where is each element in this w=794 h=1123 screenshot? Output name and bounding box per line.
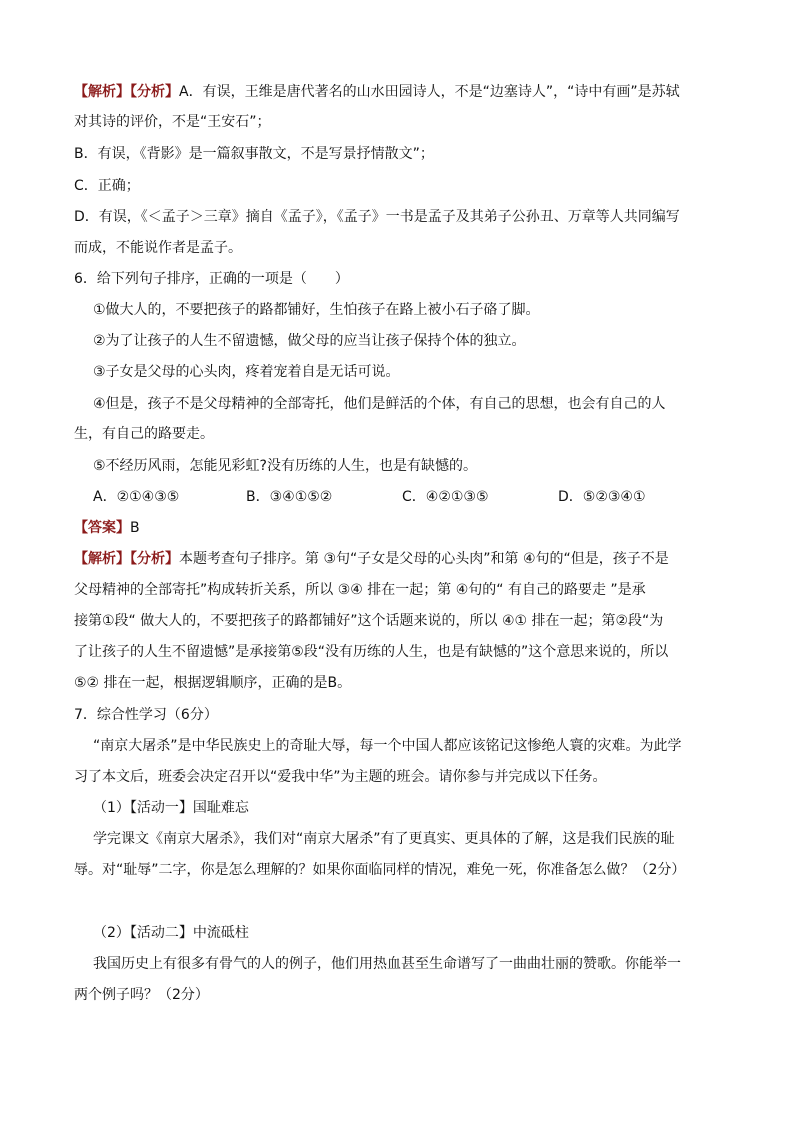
answer-value: B — [130, 520, 140, 536]
q7-activity2-line1: 我国历史上有很多有骨气的人的例子，他们用热血甚至生命谱写了一曲曲壮丽的赞歌。你能举一 — [93, 956, 681, 972]
q6-analysis-line5: ⑤② 排在一起，根据逻辑顺序，正确的是B。 — [74, 675, 352, 691]
q7-activity2-line2: 两个例子吗？（2分） — [74, 987, 209, 1003]
q6-option-c: C．④②①③⑤ — [402, 489, 489, 505]
q7-activity1-line1: 学完课文《南京大屠杀》，我们对“南京大屠杀”有了更真实、更具体的了解，这是我们民族的耻 — [93, 831, 675, 847]
analysis5-option-c: C．正确； — [74, 178, 140, 194]
q7-activity1-title: （1）【活动一】国耻难忘 — [93, 800, 249, 816]
analysis5-option-b: B．有误，《背影》是一篇叙事散文，不是写景抒情散文”； — [74, 146, 434, 162]
analysis5-option-d-line2: 而成，不能说作者是孟子。 — [74, 240, 242, 256]
analysis5-line1 — [74, 82, 680, 102]
q7-activity1-line2: 辱。对“耻辱”二字，你是怎么理解的？如果你面临同样的情况，难免一死，你准备怎么做？（2分） — [74, 862, 686, 878]
q6-stem: 6．给下列句子排序，正确的一项是（ ） — [74, 271, 349, 287]
analysis5-option-d-line1: D．有误，《＜孟子＞三章》摘自《孟子》，《孟子》一书是孟子及其弟子公孙丑、万章等人共同编写 — [74, 209, 680, 225]
analysis5-option-a-line2: 对其诗的评价，不是“王安石”； — [74, 114, 271, 130]
q6-option-d: D．⑤②③④① — [558, 489, 646, 505]
q6-option-a: A．②①④③⑤ — [93, 489, 180, 505]
q6-sentence-3: ③子女是父母的心头肉，疼着宠着自是无话可说。 — [93, 364, 400, 380]
q6-sentence-2: ②为了让孩子的人生不留遗憾，做父母的应当让孩子保持个体的独立。 — [93, 333, 526, 349]
analysis-tag: 【解析】【分析】 — [74, 84, 179, 100]
q6-sentence-4-line2: 生，有自己的路要走。 — [74, 426, 214, 442]
q6-sentence-5: ⑤不经历风雨，怎能见彩虹?没有历练的人生，也是有缺憾的。 — [93, 458, 477, 474]
q6-analysis-line4: 了让孩子的人生不留遗憾”是承接第⑤段“没有历练的人生，也是有缺憾的”这个意思来说的，所以 — [74, 644, 669, 660]
q7-intro-line2: 习了本文后，班委会决定召开以“爱我中华”为主题的班会。请你参与并完成以下任务。 — [74, 769, 607, 785]
q6-sentence-4-line1: ④但是，孩子不是父母精神的全部寄托，他们是鲜活的个体，有自己的思想，也会有自己的人 — [93, 396, 666, 412]
q6-sentence-1: ①做大人的，不要把孩子的路都铺好，生怕孩子在路上被小石子硌了脚。 — [93, 302, 540, 318]
q7-activity2-title: （2）【活动二】中流砥柱 — [93, 925, 249, 941]
analysis-tag: 【解析】【分析】 — [74, 551, 179, 567]
q6-analysis-text-line1: 本题考查句子排序。第 ③句“子女是父母的心头肉”和第 ④句的“但是，孩子不是 — [179, 551, 669, 567]
q6-analysis-line1 — [74, 549, 669, 569]
answer-tag: 【答案】 — [74, 520, 130, 536]
analysis5-option-a-line1: A．有误，王维是唐代著名的山水田园诗人，不是“边塞诗人”，“诗中有画”是苏轼 — [179, 84, 680, 100]
q6-analysis-line3: 接第①段“ 做大人的，不要把孩子的路都铺好”这个话题来说的，所以 ④① 排在一起；第②段“为 — [74, 613, 664, 629]
q6-answer — [74, 518, 140, 538]
q7-intro-line1: “南京大屠杀”是中华民族史上的奇耻大辱，每一个中国人都应该铭记这惨绝人寰的灾难。为此学 — [93, 738, 682, 754]
q6-option-b: B．③④①⑤② — [246, 489, 333, 505]
q7-title: 7．综合性学习（6分） — [74, 707, 218, 723]
q6-analysis-line2: 父母精神的全部寄托”构成转折关系，所以 ③④ 排在一起；第 ④句的“ 有自己的路要走 ”是承 — [74, 582, 646, 598]
